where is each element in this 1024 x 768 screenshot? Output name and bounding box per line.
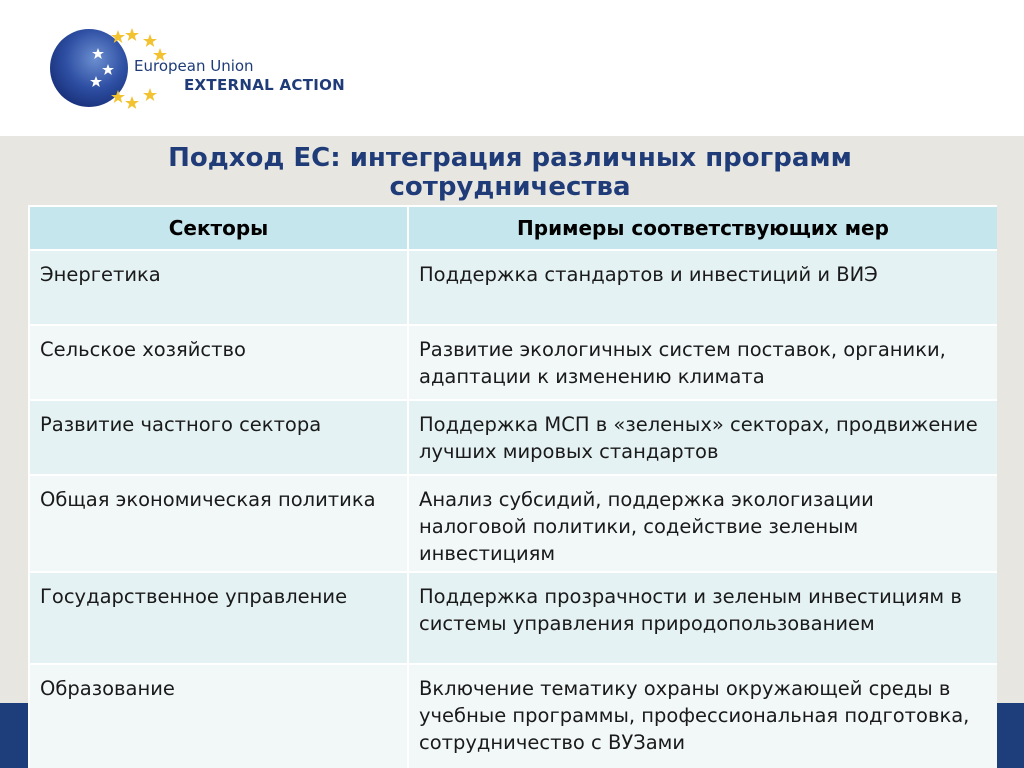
sector-cell: Энергетика: [29, 250, 408, 325]
sectors-table-container: [28, 205, 997, 768]
table-row: [29, 664, 997, 768]
measures-cell: Поддержка МСП в «зеленых» секторах, продвижение лучших мировых стандартов: [408, 400, 997, 475]
table-row: [29, 400, 997, 475]
sector-cell: Образование: [29, 664, 408, 768]
table-row: [29, 475, 997, 572]
header-sectors: Секторы: [29, 206, 408, 250]
slide-title: Подход ЕС: интеграция различных программ сотрудничества: [168, 143, 852, 202]
sector-cell: Сельское хозяйство: [29, 325, 408, 400]
sector-cell: Общая экономическая политика: [29, 475, 408, 572]
header-measures: Примеры соответствующих мер: [408, 206, 997, 250]
sector-cell: Развитие частного сектора: [29, 400, 408, 475]
measures-cell: Включение тематику охраны окружающей среды в учебные программы, профессиональная подготовка, сотрудничество с ВУЗами: [408, 664, 997, 768]
table-header-row: [29, 206, 997, 250]
table-row: [29, 325, 997, 400]
sector-cell: Государственное управление: [29, 572, 408, 664]
table-row: [29, 250, 997, 325]
measures-cell: Развитие экологичных систем поставок, органики, адаптации к изменению климата: [408, 325, 997, 400]
logo-text-external-action: EXTERNAL ACTION: [184, 76, 346, 94]
sectors-table: [28, 205, 997, 768]
table-row: [29, 572, 997, 664]
eu-external-action-logo: [46, 24, 366, 114]
measures-cell: Анализ субсидий, поддержка экологизации налоговой политики, содействие зеленым инвестициям: [408, 475, 997, 572]
measures-cell: Поддержка стандартов и инвестиций и ВИЭ: [408, 250, 997, 325]
measures-cell: Поддержка прозрачности и зеленым инвестициям в системы управления природопользованием: [408, 572, 997, 664]
logo-text-european-union: European Union: [134, 57, 254, 75]
